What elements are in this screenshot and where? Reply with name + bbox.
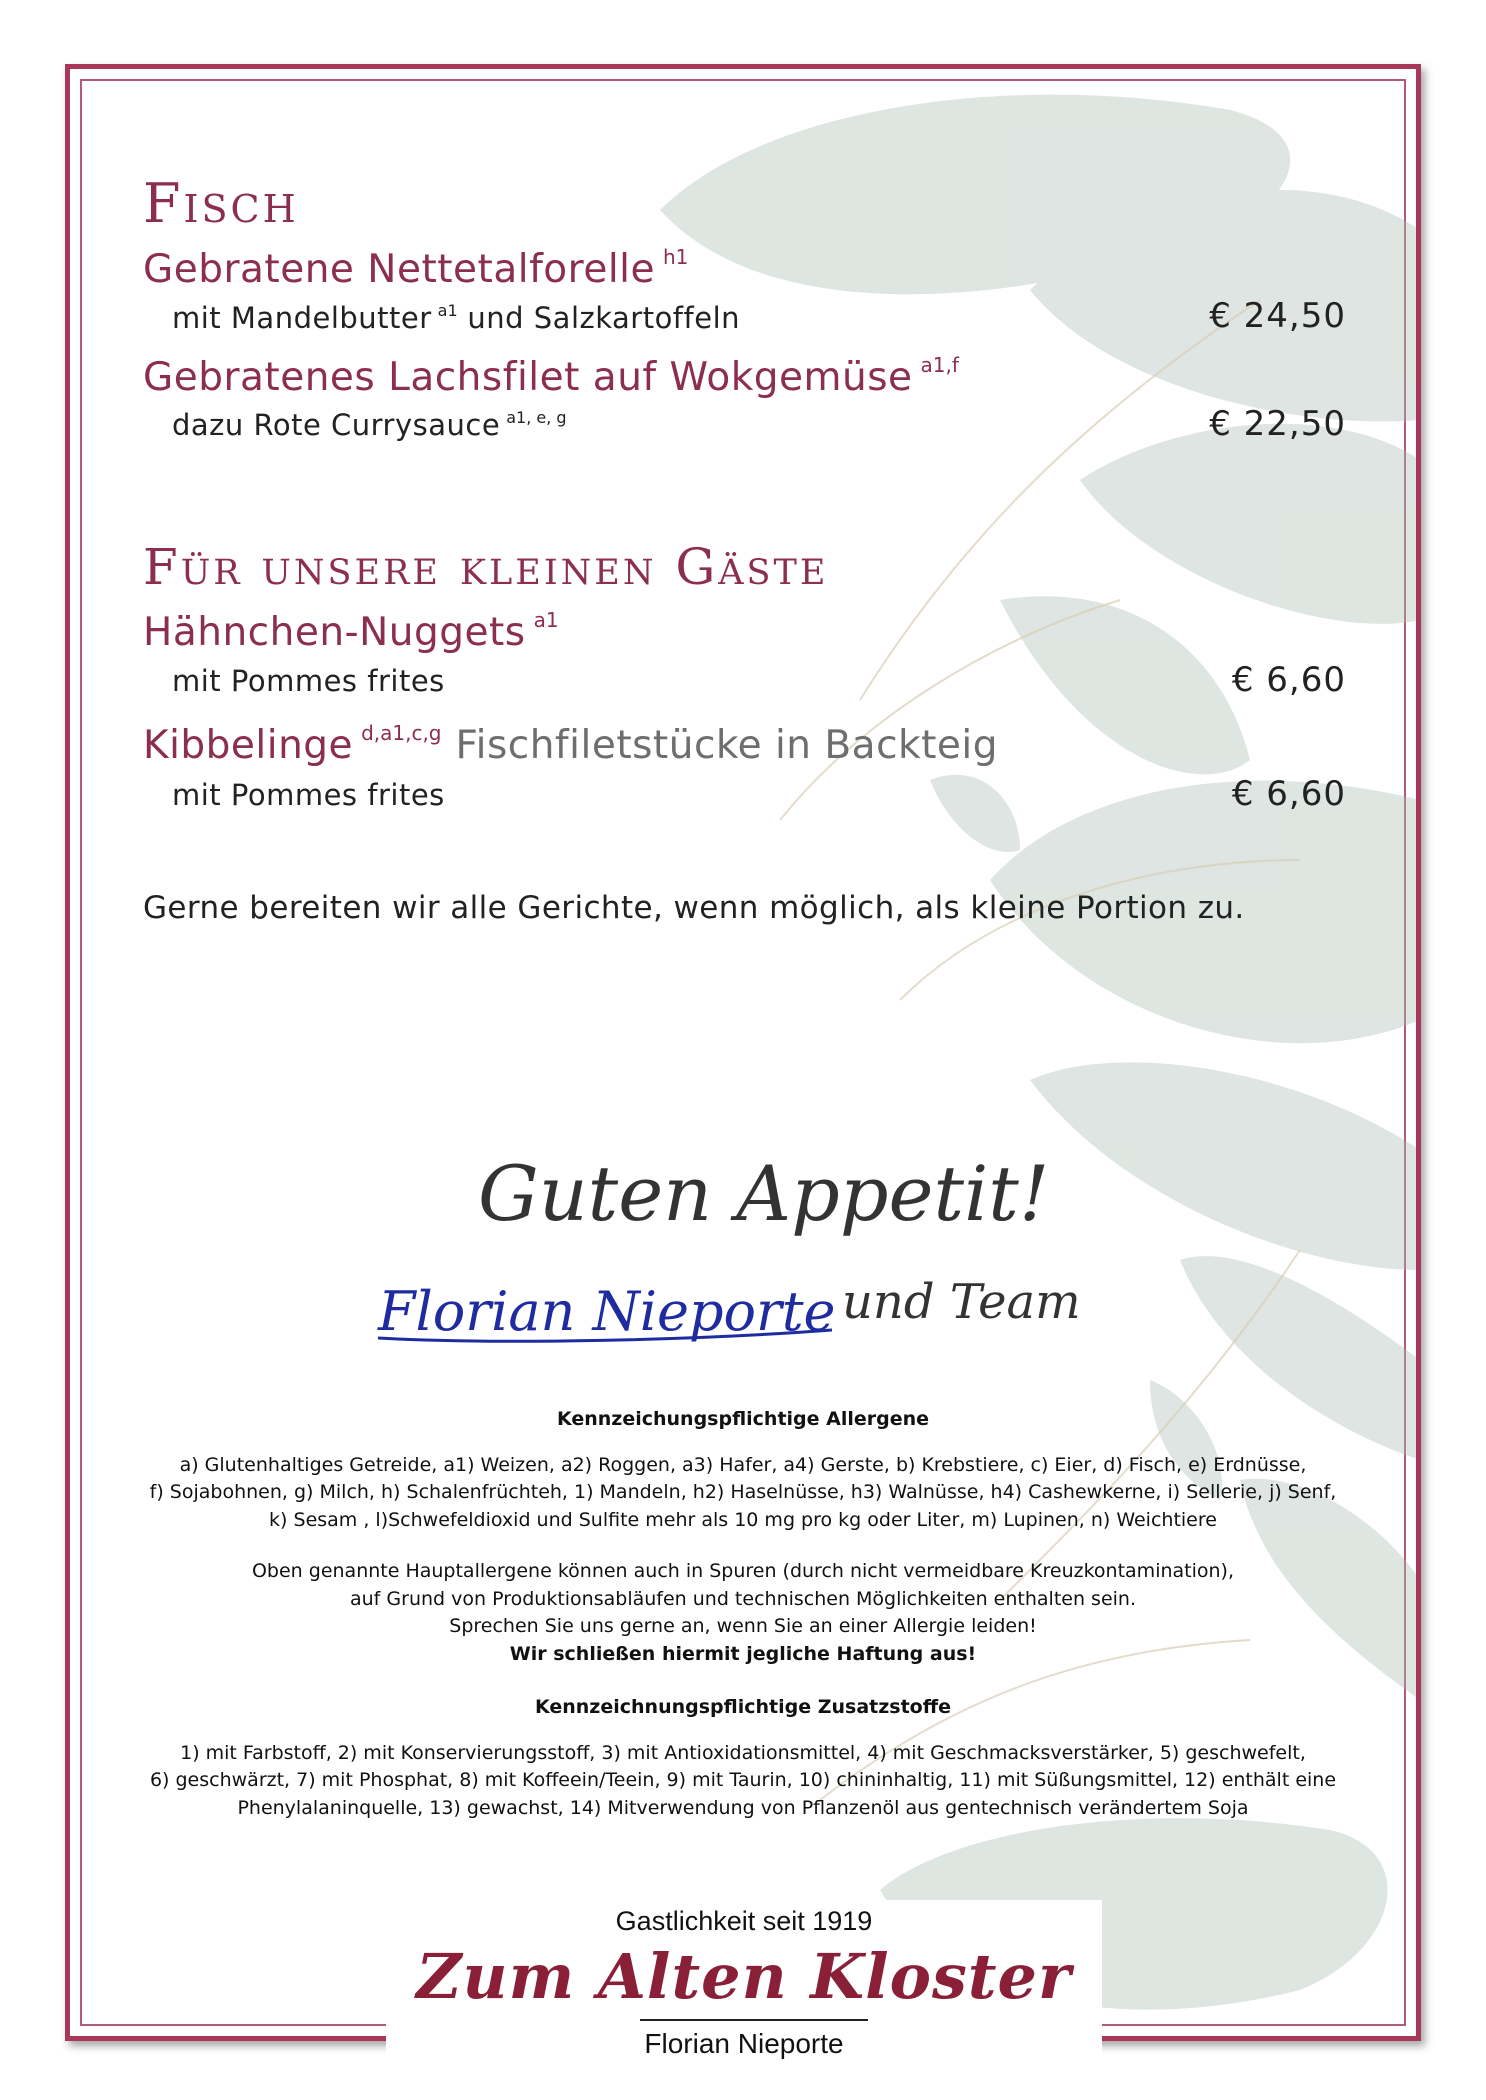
description-text: dazu Rote Currysauce: [172, 408, 501, 442]
dish-name: [143, 245, 688, 292]
disclaimer-line: auf Grund von Produktionsabläufen und technischen Möglichkeiten enthalten sein.: [350, 1587, 1136, 1610]
section-title-fish: Fisch: [143, 172, 299, 235]
allergen-heading: Kennzeichungspflichtige Allergene: [556, 1408, 930, 1430]
additives-heading: Kennzeichnungspflichtige Zusatzstoffe: [534, 1696, 952, 1718]
allergen-code: a1: [533, 608, 559, 632]
dish-price: € 6,60: [1231, 774, 1346, 814]
additive-line: Phenylalaninquelle, 13) gewachst, 14) Mitverwendung von Pflanzenöl aus gentechnisch verändertem Soja: [237, 1796, 1249, 1819]
dish-price: € 22,50: [1209, 404, 1346, 444]
footer-tagline: Gastlichkeit seit 1919: [615, 1906, 873, 1936]
allergen-code: d,a1,c,g: [361, 721, 442, 745]
dish-description: mit Pommes frites: [172, 664, 445, 698]
description-text: und Salzkartoffeln: [467, 301, 741, 335]
dish-price: € 24,50: [1209, 296, 1346, 336]
disclaimer-line: Oben genannte Hauptallergene können auch in Spuren (durch nicht vermeidbare Kreuzkontamination),: [251, 1560, 1235, 1582]
dish-description: [172, 301, 740, 335]
dish-name: [143, 721, 998, 768]
footer-owner: Florian Nieporte: [644, 2028, 844, 2059]
allergen-code: a1: [437, 301, 458, 320]
brand-divider: [640, 2019, 868, 2021]
dish-price: € 6,60: [1231, 660, 1346, 700]
dish-description: [172, 408, 567, 442]
signature-suffix: und Team: [842, 1274, 1081, 1330]
signature-text: Florian Nieporte: [378, 1280, 836, 1343]
dish-title: Hähnchen-Nuggets: [143, 610, 526, 655]
dish-name: [143, 353, 959, 400]
allergen-line: f) Sojabohnen, g) Milch, h) Schalenfrüchteh, 1) Mandeln, h2) Haselnüsse, h3) Walnüsse, h4) Cashewkerne, i) Sellerie, j) Senf,: [149, 1481, 1337, 1503]
dish-name: [143, 608, 559, 655]
greeting-text: Guten Appetit!: [478, 1149, 1050, 1238]
dish-title: Gebratene Nettetalforelle: [143, 247, 655, 292]
disclaimer-bold: Wir schließen hiermit jegliche Haftung aus!: [509, 1642, 977, 1665]
description-text: mit Mandelbutter: [172, 301, 432, 335]
additive-line: 6) geschwärzt, 7) mit Phosphat, 8) mit Koffeein/Teein, 9) mit Taurin, 10) chininhaltig, 11) mit Süßungsmittel, 12) enthält eine: [149, 1769, 1337, 1791]
dish-extra: Fischfiletstücke in Backteig: [455, 723, 998, 768]
dish-title: Kibbelinge: [143, 723, 354, 768]
allergen-block: [120, 1406, 1366, 1822]
allergen-code: a1, e, g: [506, 408, 567, 427]
dish-description: mit Pommes frites: [172, 778, 445, 812]
allergen-line: a) Glutenhaltiges Getreide, a1) Weizen, a2) Roggen, a3) Hafer, a4) Gerste, b) Krebstiere, c) Eier, d) Fisch, e) Erdnüsse,: [179, 1453, 1307, 1476]
signature-underline: [378, 1330, 832, 1341]
additive-line: 1) mit Farbstoff, 2) mit Konservierungsstoff, 3) mit Antioxidationsmittel, 4) mit Geschmacksverstärker, 5) geschwefelt,: [180, 1741, 1306, 1764]
dish-title: Gebratenes Lachsfilet auf Wokgemüse: [143, 355, 913, 400]
allergen-code: h1: [663, 245, 689, 269]
allergen-line: k) Sesam , l)Schwefeldioxid und Sulfite mehr als 10 mg pro kg oder Liter, m) Lupinen, n) Weichtiere: [269, 1508, 1217, 1531]
section-title-kids: Für unsere kleinen Gäste: [143, 538, 829, 596]
brand-logo: Zum Alten Kloster: [416, 1940, 1072, 2013]
disclaimer-line: Sprechen Sie uns gerne an, wenn Sie an einer Allergie leiden!: [449, 1615, 1037, 1637]
portion-note: Gerne bereiten wir alle Gerichte, wenn möglich, als kleine Portion zu.: [143, 890, 1245, 926]
allergen-code: a1,f: [920, 353, 959, 377]
